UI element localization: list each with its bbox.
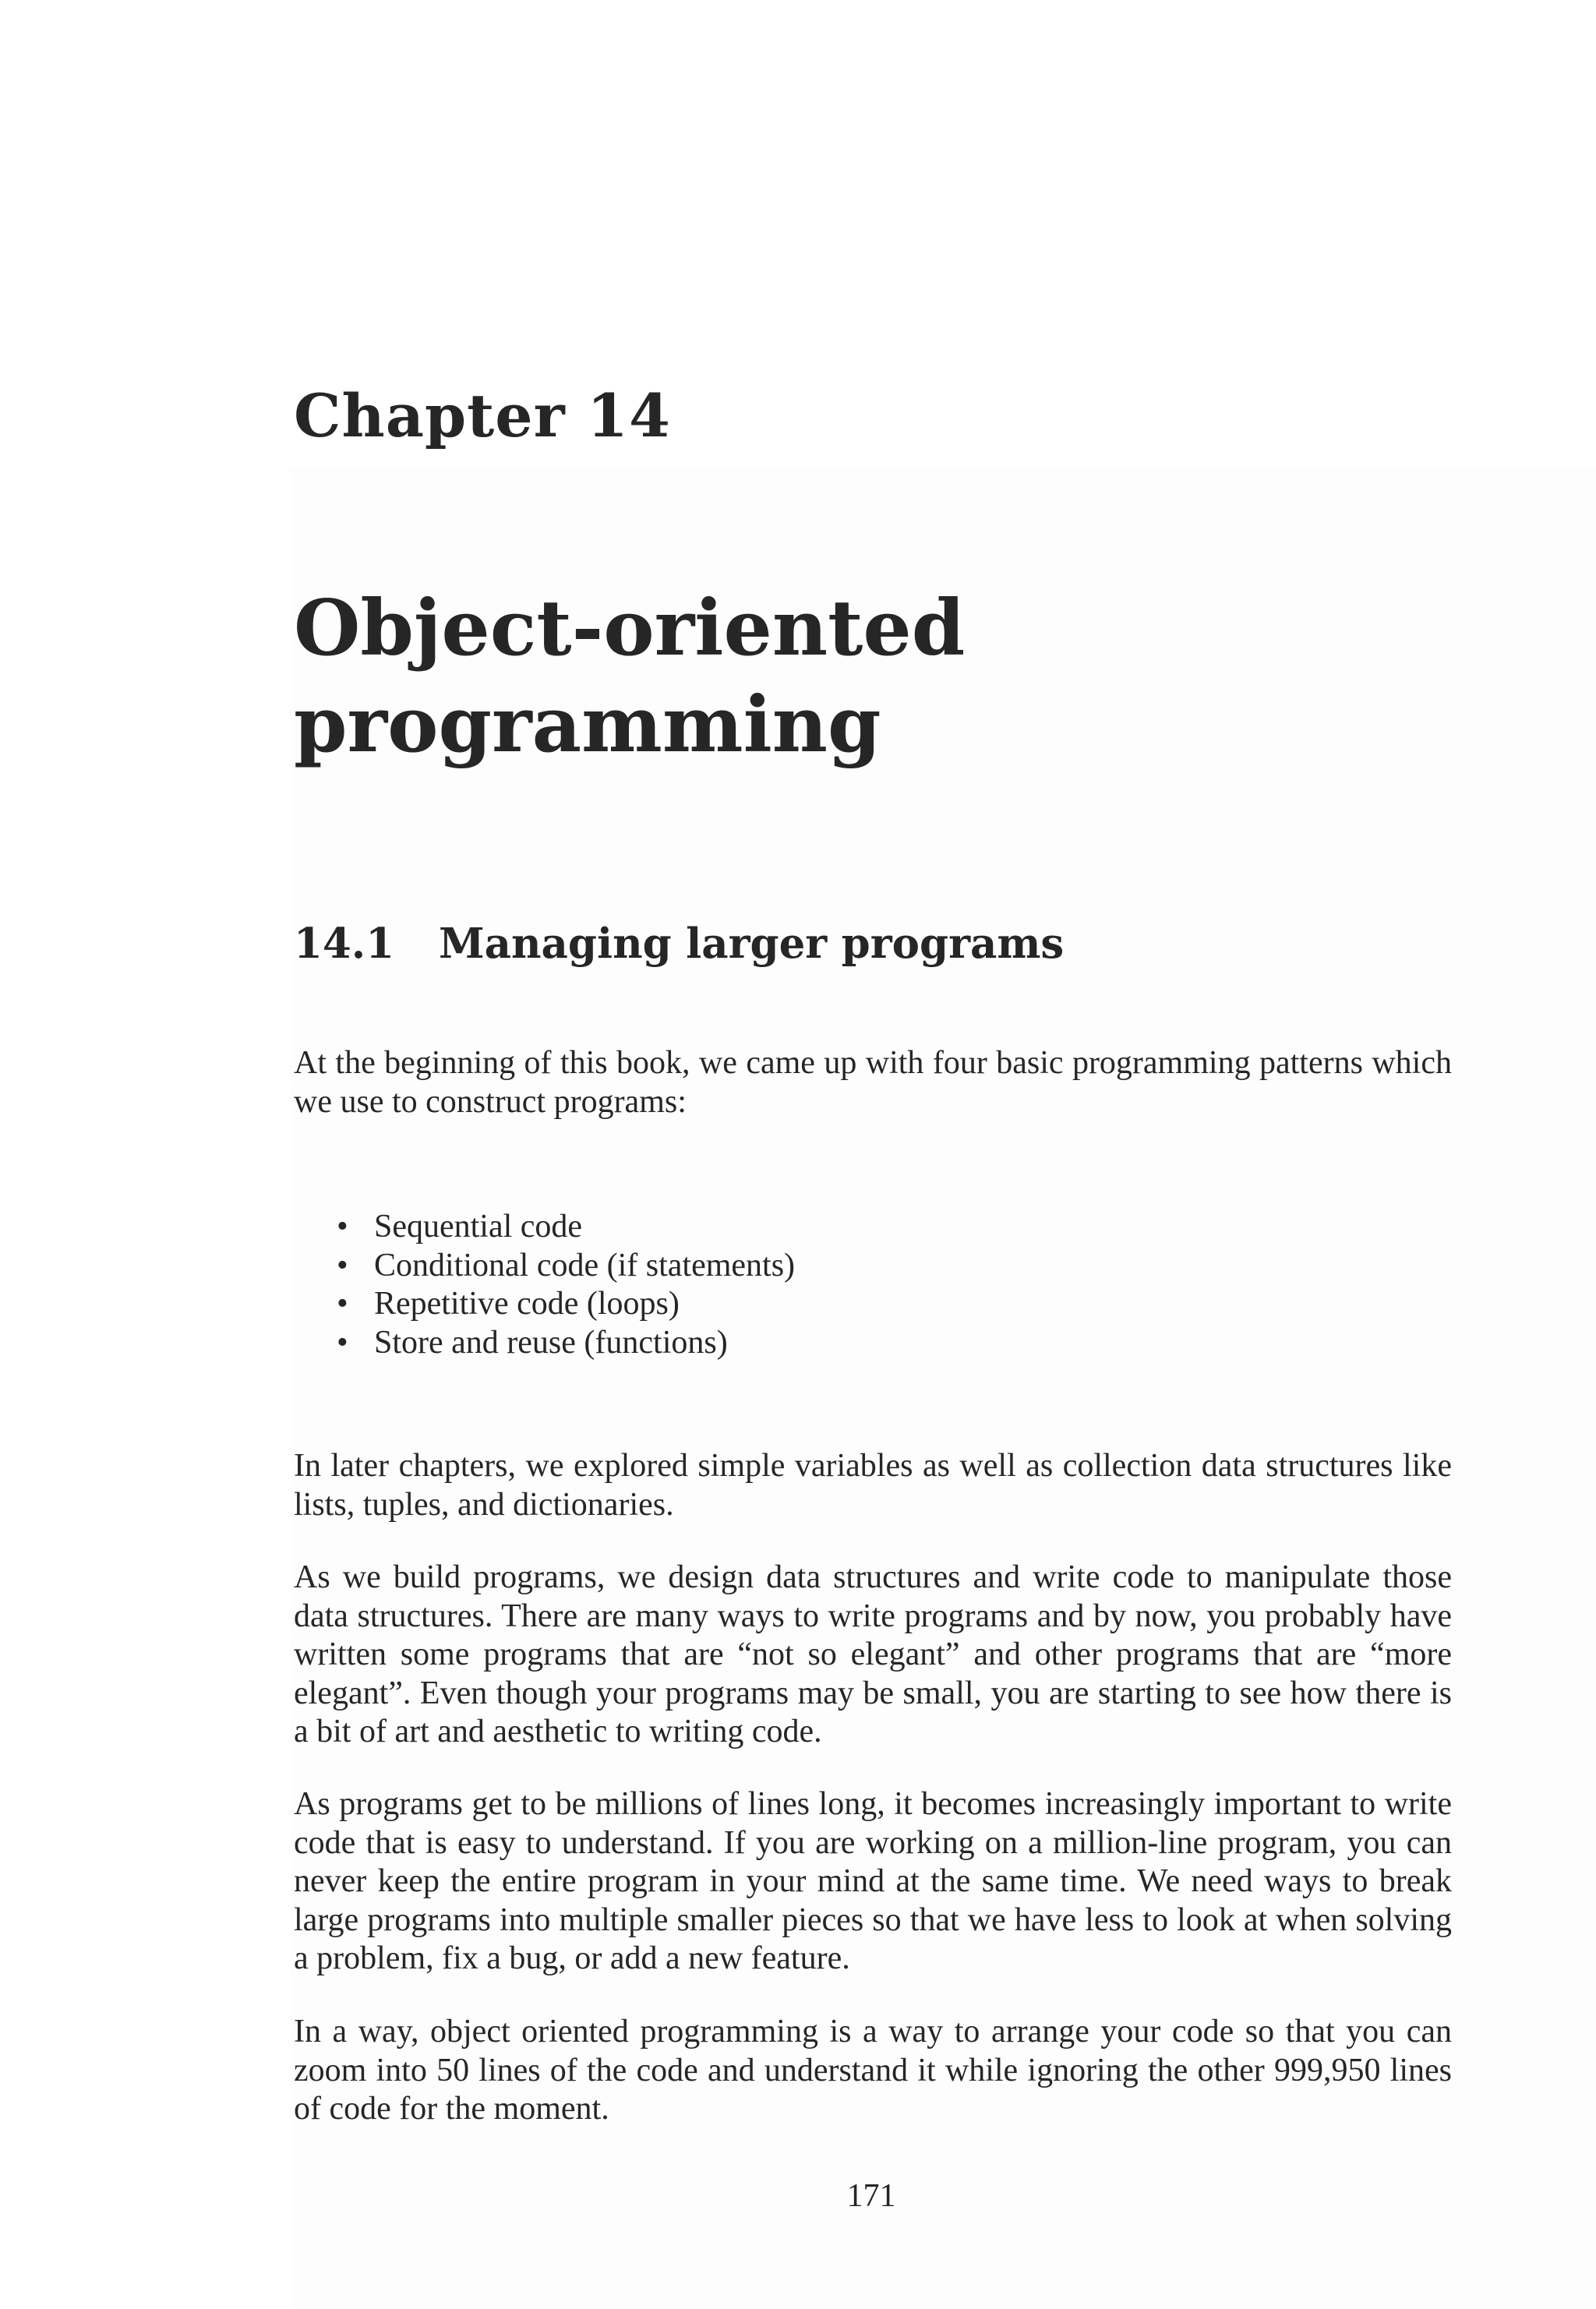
pattern-list	[337, 1208, 795, 1362]
list-item	[337, 1285, 795, 1324]
list-item	[337, 1247, 795, 1286]
bullet-icon: •	[337, 1324, 348, 1361]
bullet-icon: •	[337, 1286, 348, 1322]
paragraph-elegance: As we build programs, we design data structures and write code to manipulate those data structures. There are many ways to write programs and by now, you probably have written some programs that are “not so elegant” and other programs that are “more elegant”. Even though your programs may be small, you are starting to see how there is a bit of art and aesthetic to writing code.	[294, 1559, 1452, 1749]
chapter-label: Chapter 14	[294, 381, 671, 450]
section-number: 14.1	[294, 920, 395, 968]
list-item	[337, 1324, 795, 1363]
bullet-icon: •	[337, 1247, 348, 1283]
chapter-title	[294, 581, 965, 774]
chapter-title-line-1: Object-oriented	[294, 584, 966, 673]
page-number: 171	[846, 2178, 896, 2214]
bullet-icon: •	[337, 1209, 348, 1245]
paragraph-large-programs: As programs get to be millions of lines long, it becomes increasingly important to write code that is easy to understand. If you are working on a million-line program, you can never keep the entire program in your mind at the same time. We need ways to break large programs into multiple smaller pieces so that we have less to look at when solving a problem, fix a bug, or add a new feature.	[294, 1786, 1452, 1976]
list-item-text: Store and reuse (functions)	[374, 1324, 728, 1361]
paragraph-oop-summary: In a way, object oriented programming is a way to arrange your code so that you can zoom into 50 lines of the code and understand it while ignoring the other 999,950 lines of code for the moment.	[294, 2014, 1452, 2127]
list-item	[337, 1208, 795, 1247]
list-item-text: Sequential code	[374, 1209, 583, 1245]
chapter-title-line-2: programming	[294, 680, 881, 770]
paragraph-data-structures: In later chapters, we explored simple variables as well as collection data structures like lists, tuples, and dictionaries.	[294, 1448, 1452, 1523]
list-item-text: Repetitive code (loops)	[374, 1286, 680, 1322]
list-item-text: Conditional code (if statements)	[374, 1247, 796, 1283]
section-title: Managing larger programs	[439, 920, 1065, 968]
paragraph-intro: At the beginning of this book, we came up with four basic programming patterns which we use to construct programs:	[294, 1045, 1452, 1120]
section-heading	[294, 920, 1065, 968]
